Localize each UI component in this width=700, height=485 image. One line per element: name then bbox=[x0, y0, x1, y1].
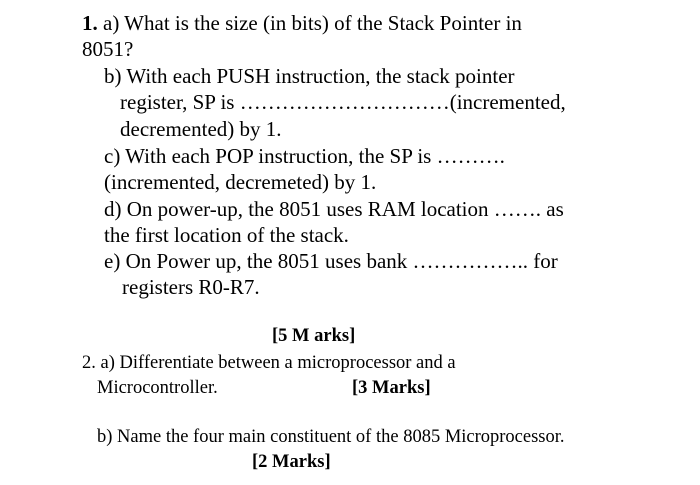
q1-part-a-line2: 8051? bbox=[82, 37, 134, 61]
q1-marks: [5 M arks] bbox=[272, 326, 356, 346]
q1-part-c-line2: (incremented, decremeted) by 1. bbox=[104, 170, 377, 194]
q1-number: 1. bbox=[82, 11, 98, 35]
q2-part-a-line2: Microcontroller. bbox=[97, 378, 218, 398]
q1-part-b-line1: b) With each PUSH instruction, the stack pointer bbox=[104, 64, 515, 88]
q1-part-b-line2: register, SP is …………………………(incremented, bbox=[120, 90, 566, 114]
q1-part-c-line1: c) With each POP instruction, the SP is ………. bbox=[104, 144, 505, 168]
q2-part-b-line1: b) Name the four main constituent of the 8085 Microprocessor. bbox=[97, 427, 565, 447]
q1-part-e-line2: registers R0-R7. bbox=[122, 275, 260, 299]
q1-part-a-line1 bbox=[82, 13, 522, 34]
q1-part-a-text: a) What is the size (in bits) of the Stack Pointer in bbox=[97, 11, 522, 35]
q2-part-a-marks: [3 Marks] bbox=[352, 378, 431, 398]
q1-part-d-line1: d) On power-up, the 8051 uses RAM location ……. as bbox=[104, 197, 564, 221]
q1-part-e-line1: e) On Power up, the 8051 uses bank …………….. for bbox=[104, 249, 558, 273]
q1-part-b-line3: decremented) by 1. bbox=[120, 117, 282, 141]
q2-part-a-line1: 2. a) Differentiate between a microprocessor and a bbox=[82, 353, 456, 373]
q1-part-d-line2: the first location of the stack. bbox=[104, 223, 349, 247]
q2-part-b-marks: [2 Marks] bbox=[252, 452, 331, 472]
